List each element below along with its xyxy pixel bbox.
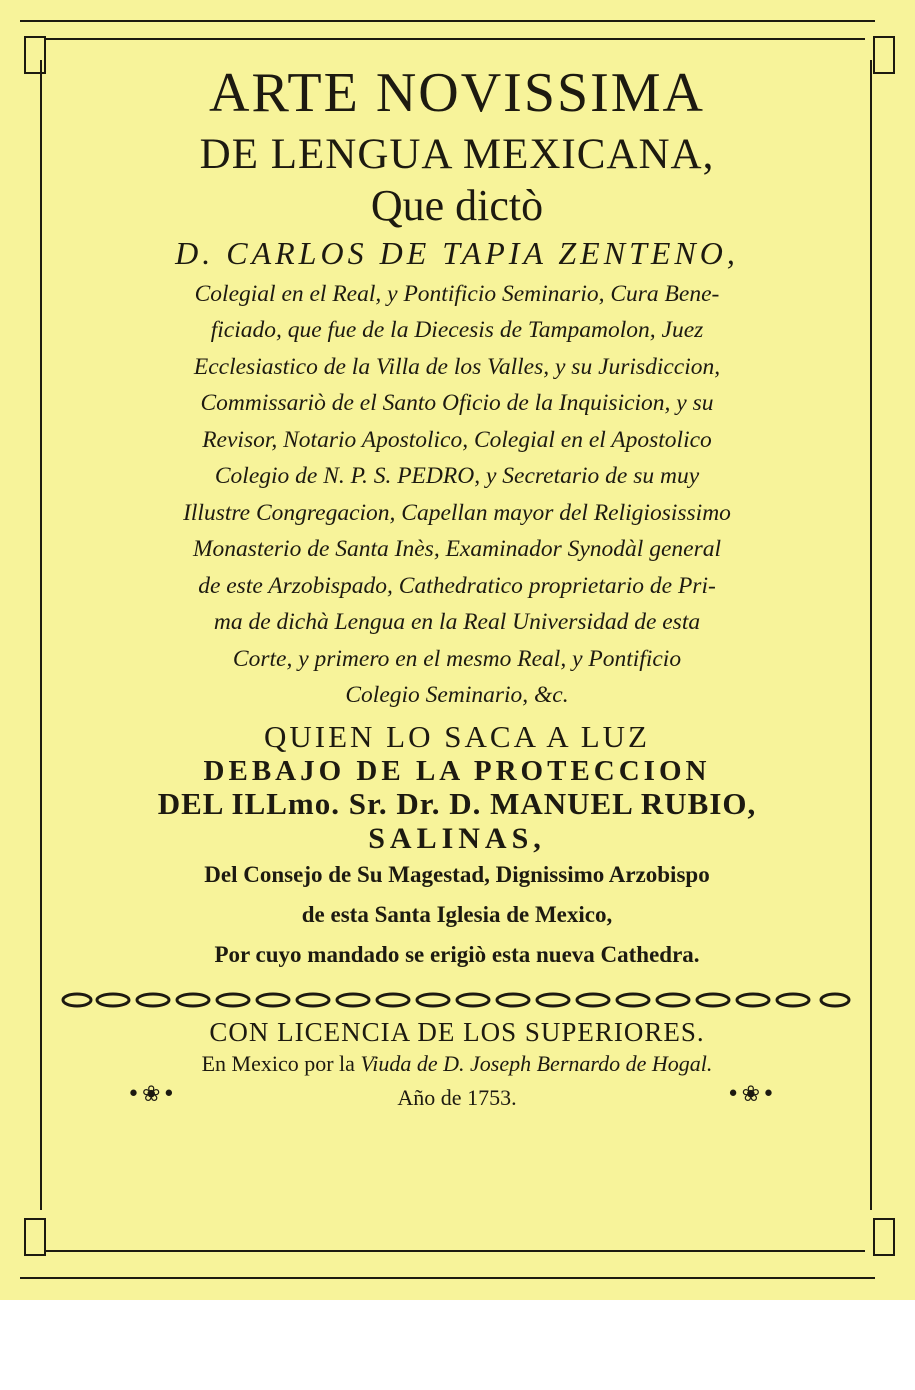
corner-bracket-bottom-left xyxy=(24,1218,46,1256)
description-line: Illustre Congregacion, Capellan mayor del Religiosissimo xyxy=(183,499,731,526)
patron-surname: SALINAS, xyxy=(368,821,546,855)
description-line: Corte, y primero en el mesmo Real, y Pontificio xyxy=(232,645,682,672)
description-line: ma de dichà Lengua en la Real Universidad de esta xyxy=(213,609,701,636)
corner-bracket-top-right xyxy=(873,36,895,74)
description-line: ficiado, que fue de la Diecesis de Tampamolon, Juez xyxy=(210,317,704,344)
patron-title: Del Consejo de Su Magestad, Dignissimo Arzobispo xyxy=(204,862,710,888)
main-title: ARTE NOVISSIMA xyxy=(209,62,705,124)
description-line: Colegio de N. P. S. PEDRO, y Secretario de su muy xyxy=(214,463,700,490)
description-line: Commissariò de el Santo Oficio de la Inquisicion, y su xyxy=(200,390,714,417)
fleuron-right-icon: •❀• xyxy=(726,1082,777,1108)
right-border-rule xyxy=(870,60,872,1210)
publication-year: Año de 1753. xyxy=(397,1085,517,1111)
publisher-statement: QUIEN LO SACA A LUZ xyxy=(264,718,650,754)
fleuron-left-icon: •❀• xyxy=(127,1082,178,1108)
author-description xyxy=(52,276,862,714)
protection-statement: DEBAJO DE LA PROTECCION xyxy=(203,754,711,787)
year-row xyxy=(52,1078,862,1118)
license-statement: CON LICENCIA DE LOS SUPERIORES. xyxy=(209,1017,705,1048)
ornamental-divider xyxy=(57,989,857,1011)
dictated-by: Que dictò xyxy=(370,180,544,230)
description-line: Ecclesiastico de la Villa de los Valles, y su Jurisdiccion, xyxy=(193,353,721,380)
corner-bracket-top-left xyxy=(24,36,46,74)
description-line: Revisor, Notario Apostolico, Colegial en el Apostolico xyxy=(202,426,712,453)
imprint-prefix: En Mexico por la xyxy=(201,1050,355,1076)
printer-name: Viuda de D. Joseph Bernardo de Hogal. xyxy=(360,1050,713,1076)
corner-bracket-bottom-right xyxy=(873,1218,895,1256)
left-border-rule xyxy=(40,60,42,1210)
description-line: Colegial en el Real, y Pontificio Seminario, Cura Bene- xyxy=(194,280,720,307)
title-page-content xyxy=(52,50,862,1118)
patron-church: de esta Santa Iglesia de Mexico, xyxy=(301,902,613,928)
description-line: de este Arzobispado, Cathedratico proprietario de Pri- xyxy=(198,572,716,599)
footer-strip xyxy=(0,1300,915,1390)
patron-name: DEL ILLmo. Sr. Dr. D. MANUEL RUBIO, xyxy=(157,786,757,822)
patron-mandate: Por cuyo mandado se erigiò esta nueva Cathedra. xyxy=(214,942,700,968)
description-line: Colegio Seminario, &c. xyxy=(345,682,569,709)
description-line: Monasterio de Santa Inès, Examinador Synodàl general xyxy=(192,536,721,563)
subtitle: DE LENGUA MEXICANA, xyxy=(199,130,715,178)
ornament-chain-icon xyxy=(57,989,857,1011)
imprint-line xyxy=(52,1052,862,1077)
author-name: D. CARLOS DE TAPIA ZENTENO, xyxy=(175,235,739,272)
